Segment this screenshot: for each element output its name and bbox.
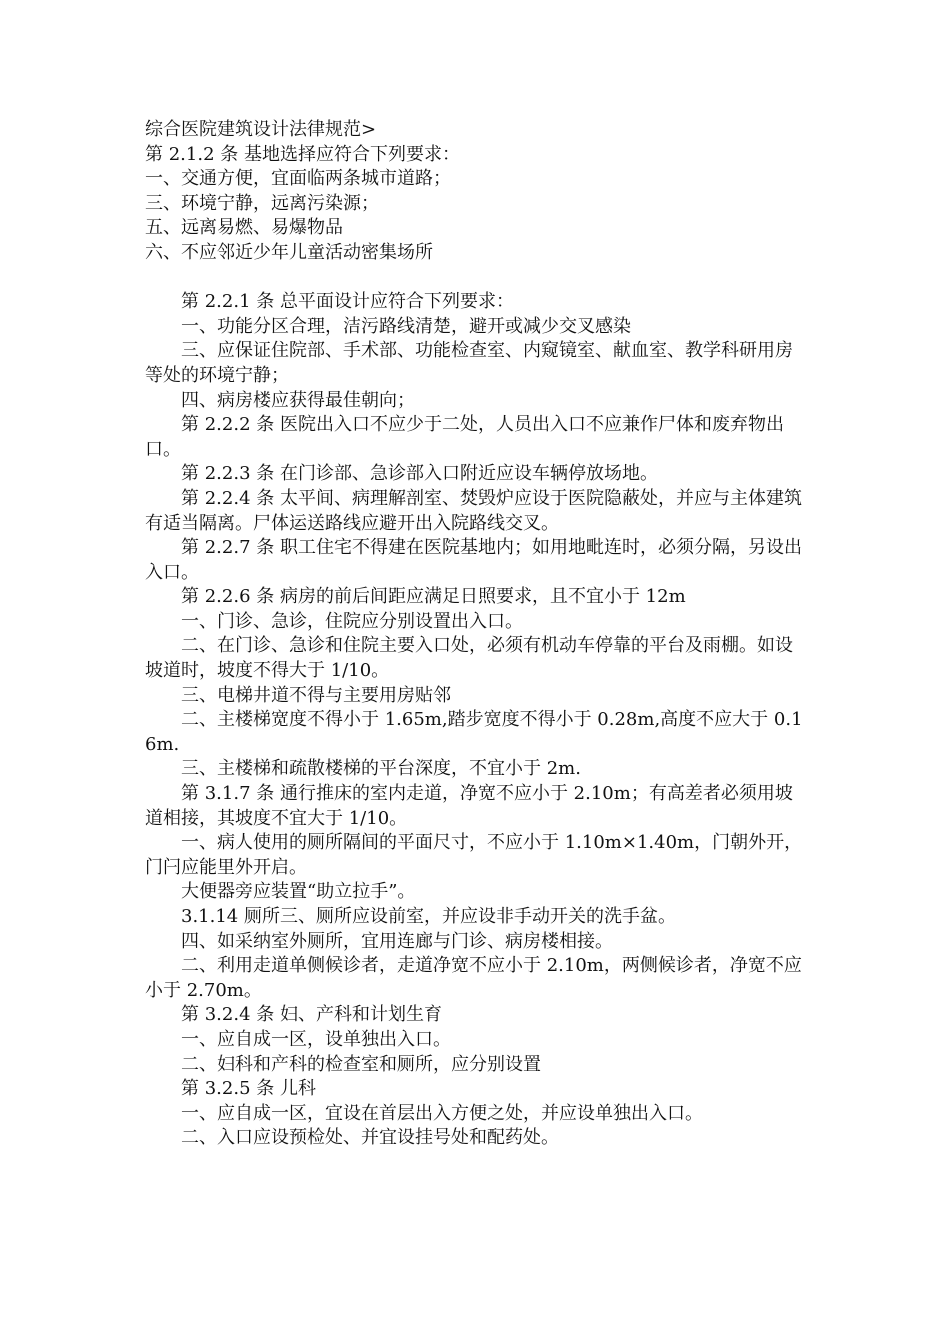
document-body <box>145 118 810 1151</box>
paragraph: 一、门诊、急诊，住院应分别设置出入口。 <box>181 610 523 632</box>
requirement-item: 六、不应邻近少年儿童活动密集场所 <box>145 241 433 263</box>
paragraph: 一、应自成一区，设单独出入口。 <box>181 1028 451 1050</box>
paragraph: 二、入口应设预检处、并宜设挂号处和配药处。 <box>181 1127 559 1149</box>
paragraph: 第 3.2.4 条 妇、产科和计划生育 <box>181 1004 442 1026</box>
paragraph: 第 2.2.6 条 病房的前后间距应满足日照要求，且不宜小于 12m <box>181 586 686 608</box>
paragraph: 四、如采纳室外厕所，宜用连廊与门诊、病房楼相接。 <box>181 930 613 952</box>
paragraph: 四、病房楼应获得最佳朝向； <box>181 389 415 411</box>
section-heading-2-1-2: 第 2.1.2 条 基地选择应符合下列要求： <box>145 143 460 165</box>
paragraph: 三、电梯井道不得与主要用房贴邻 <box>181 684 451 706</box>
requirement-item: 一、交通方便，宜面临两条城市道路； <box>145 168 451 190</box>
paragraph: 第 3.2.5 条 儿科 <box>181 1078 316 1100</box>
section-heading-2-2-1: 第 2.2.1 条 总平面设计应符合下列要求： <box>181 291 514 313</box>
paragraph: 第 3.1.7 条 通行推床的室内走道，净宽不应小于 2.10m；有高差者必须用坡道相接，其坡度不宜大于 1/10。 <box>145 783 793 829</box>
paragraph: 一、病人使用的厕所隔间的平面尺寸，不应小于 1.10m×1.40m，门朝外开，门闩应能里外开启。 <box>145 832 803 878</box>
requirement-item: 三、环境宁静，远离污染源； <box>145 192 379 214</box>
paragraph: 第 2.2.4 条 太平间、病理解剖室、焚毁炉应设于医院隐蔽处，并应与主体建筑有适当隔离。尸体运送路线应避开出入院路线交叉。 <box>145 487 802 534</box>
paragraph: 3.1.14 厕所三、厕所应设前室，并应设非手动开关的洗手盆。 <box>181 906 676 927</box>
paragraph: 二、在门诊、急诊和住院主要入口处，必须有机动车停靠的平台及雨棚。如设坡道时，坡度不得大于 1/10。 <box>145 635 793 682</box>
paragraph: 三、应保证住院部、手术部、功能检查室、内窥镜室、献血室、教学科研用房等处的环境宁静； <box>145 340 793 386</box>
paragraph: 一、应自成一区，宜设在首层出入方便之处，并应设单独出入口。 <box>181 1102 703 1124</box>
paragraph: 二、妇科和产科的检查室和厕所，应分别设置 <box>181 1053 541 1075</box>
document-title: 综合医院建筑设计法律规范> <box>145 119 377 140</box>
paragraph: 第 2.2.7 条 职工住宅不得建在医院基地内；如用地毗连时，必须分隔，另设出入口。 <box>145 537 802 583</box>
paragraph: 二、利用走道单侧候诊者，走道净宽不应小于 2.10m，两侧候诊者，净宽不应小于 2.70m。 <box>145 955 802 1001</box>
paragraph: 二、主楼梯宽度不得小于 1.65m,踏步宽度不得小于 0.28m,高度不应大于 0.16m. <box>145 709 803 755</box>
paragraph: 三、主楼梯和疏散楼梯的平台深度，不宜小于 2m. <box>181 758 581 780</box>
requirement-item: 五、远离易燃、易爆物品 <box>145 217 343 239</box>
paragraph: 第 2.2.2 条 医院出入口不应少于二处，人员出入口不应兼作尸体和废弃物出口。 <box>145 414 784 460</box>
paragraph: 大便器旁应装置“助立拉手”。 <box>181 881 416 903</box>
paragraph-gap <box>145 266 810 291</box>
paragraph: 一、功能分区合理，洁污路线清楚，避开或减少交叉感染 <box>181 315 631 337</box>
paragraph: 第 2.2.3 条 在门诊部、急诊部入口附近应设车辆停放场地。 <box>181 463 658 485</box>
